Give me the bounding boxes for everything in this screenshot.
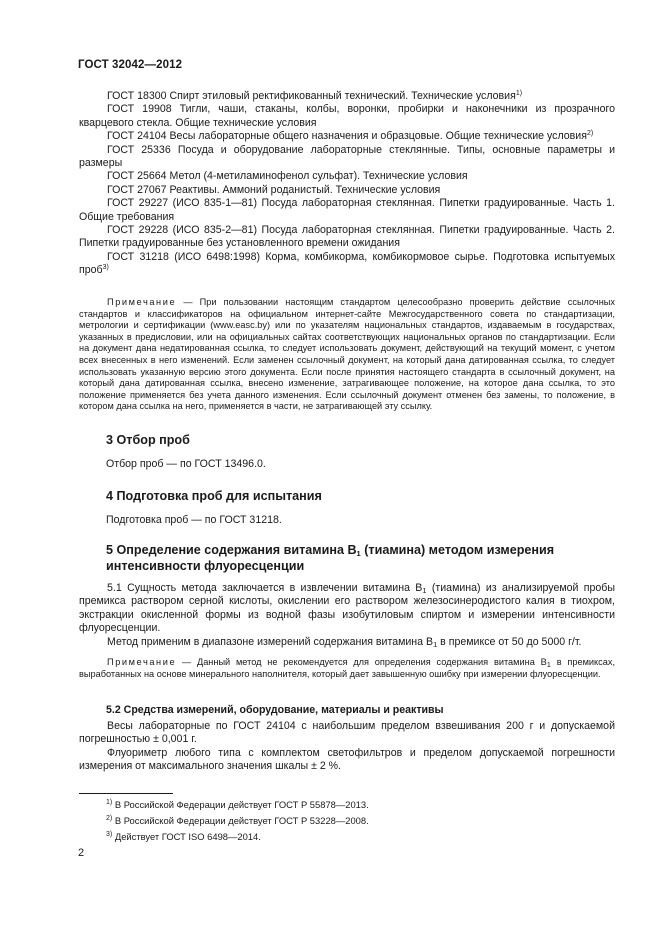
reference-text: ГОСТ 25336 Посуда и оборудование лабораторные стеклянные. Типы, основные параметры и размеры — [79, 143, 615, 170]
text-part: в премиксе от 50 до 5000 г/т. — [437, 635, 582, 648]
subscript: 1 — [422, 586, 427, 595]
text-part: — Данный метод не рекомендуется для определения содержания витамина B — [181, 657, 547, 667]
note-text: — При пользовании настоящим стандартом целесообразно проверить действие ссылочных стандартов и классификаторов на официальном интернет-сайте Межгосударственного совета по стандартизации, метрологии и сертификации (www.easc.by) или по указателям национальных стандартов, издаваемым в государствах, указанных в предисловии, или на официальных сайтах соответствующих национальных органов по стандартизации. Если на документ дана недатированная ссылка, то следует использовать документ, действующий на текущий момент, с учетом всех внесенных в него изменений. Если заменен ссылочный документ, на который дана датированная ссылка, то следует использовать указанную версию этого документа. Если после принятия настоящего стандарта в ссылочный документ, на который дана датированная ссылка, внесено изменение, затрагивающее положение, на которое дана ссылка, то это положение применяется без учета данного изменения. Если ссылочный документ отменен без замены, то положение, в котором дана ссылка на него, применяется в части, не затрагивающей эту ссылку. — [79, 297, 615, 412]
reference-item — [79, 170, 615, 183]
section-5-2-block — [79, 720, 615, 774]
footnote-text: В Российской Федерации действует ГОСТ Р 55878—2013. — [114, 799, 369, 810]
footnote-marker: 1) — [106, 799, 113, 806]
reference-text: ГОСТ 27067 Реактивы. Аммоний роданистый. Технические условия — [107, 183, 441, 196]
footnote-marker: 3) — [106, 831, 113, 838]
footnote-text: Действует ГОСТ ISO 6498—2014. — [114, 831, 261, 842]
reference-item — [79, 184, 615, 197]
reference-item — [79, 144, 615, 171]
footnote-item — [106, 829, 642, 845]
text-part: Метод применим в диапазоне измерений содержания витамина B — [107, 635, 434, 648]
reference-text: ГОСТ 31218 (ИСО 6498:1998) Корма, комбикорма, комбикормовое сырье. Подготовка испытуемых проб — [79, 250, 615, 277]
footnote-item — [106, 813, 642, 829]
references-note — [79, 297, 615, 413]
section-3-text: Отбор проб — по ГОСТ 13496.0. — [106, 458, 266, 470]
heading-part: 5 Определение содержания витамина B — [106, 543, 357, 557]
section-5-1-paragraph — [79, 582, 615, 636]
page-number: 2 — [78, 847, 85, 859]
text-part: (тиамина) из анализируемой пробы премикса раствором серной кислоты, окислении его раствором железосинеродистого калия в тиохром, экстракции окисленной формы из водной фазы изобутиловым спиртом и измерении интенсивности флуоресценции. — [79, 582, 615, 635]
reference-item — [79, 251, 615, 278]
footnote-text: В Российской Федерации действует ГОСТ Р 53228—2008. — [114, 815, 369, 826]
balance-paragraph: Весы лабораторные по ГОСТ 24104 с наибольшим пределом взвешивания 200 г и допускаемой погрешностью ± 0,001 г. — [79, 720, 615, 746]
reference-item — [79, 90, 615, 103]
text-part: 5.1 Сущность метода заключается в извлечении витамина B — [107, 582, 423, 594]
section-5-1-block — [79, 582, 615, 649]
reference-text: ГОСТ 29228 (ИСО 835-2—81) Посуда лабораторная стеклянная. Пипетки градуированные. Часть 2. Пипетки градуированные без установленного времени ожидания — [79, 224, 615, 250]
reference-item — [79, 103, 615, 130]
text-part: в премиксах, выработанных на основе минерального наполнителя, который дает завышенную ошибку при измерении флуоресценции. — [79, 657, 615, 679]
section-3-heading: 3 Отбор проб — [106, 433, 190, 447]
footnote-mark[interactable]: 3) — [102, 264, 109, 272]
reference-item — [79, 224, 615, 251]
reference-item — [79, 197, 615, 224]
reference-text: ГОСТ 18300 Спирт этиловый ректификованный технический. Технические условия — [107, 90, 516, 102]
method-range-paragraph — [79, 636, 615, 649]
footnote-mark[interactable]: 1) — [515, 90, 523, 97]
page-header-standard-id: ГОСТ 32042—2012 — [78, 59, 183, 71]
reference-text: ГОСТ 29227 (ИСО 835-1—81) Посуда лабораторная стеклянная. Пипетки градуированные. Часть 1. Общие требования — [79, 197, 615, 223]
fluorimeter-paragraph: Флуориметр любого типа с комплектом светофильтров и пределом допускаемой погрешности измерения от максимального значения шкалы ± 2 %. — [79, 746, 615, 773]
footnote-separator — [79, 793, 173, 794]
footnote-marker: 2) — [106, 815, 113, 822]
reference-text: ГОСТ 24104 Весы лабораторные общего назначения и образцовые. Общие технические условия — [107, 130, 587, 143]
heading-subscript: 1 — [356, 549, 361, 558]
note-label: Примечание — [107, 657, 177, 667]
heading-part: (тиамина) методом измерения интенсивности флуоресценции — [106, 543, 555, 573]
subscript: 1 — [546, 660, 551, 669]
section-5-2-heading: 5.2 Средства измерений, оборудование, материалы и реактивы — [106, 704, 444, 716]
section-4-heading: 4 Подготовка проб для испытания — [106, 489, 322, 503]
note-label: Примечание — [107, 297, 177, 307]
reference-text: ГОСТ 25664 Метол (4-метиламинофенол сульфат). Технические условия — [107, 170, 468, 183]
section-5-heading — [106, 543, 606, 574]
reference-item — [79, 130, 615, 143]
footnotes-list — [106, 797, 642, 845]
footnote-mark[interactable]: 2) — [586, 130, 594, 138]
reference-text: ГОСТ 19908 Тигли, чаши, стаканы, колбы, воронки, пробирки и наконечники из прозрачного кварцевого стекла. Общие технические условия — [79, 103, 615, 129]
method-note — [79, 657, 615, 680]
footnote-item — [106, 797, 642, 813]
normative-references-list — [79, 90, 615, 278]
subscript: 1 — [433, 639, 438, 649]
section-4-text: Подготовка проб — по ГОСТ 31218. — [106, 514, 282, 526]
